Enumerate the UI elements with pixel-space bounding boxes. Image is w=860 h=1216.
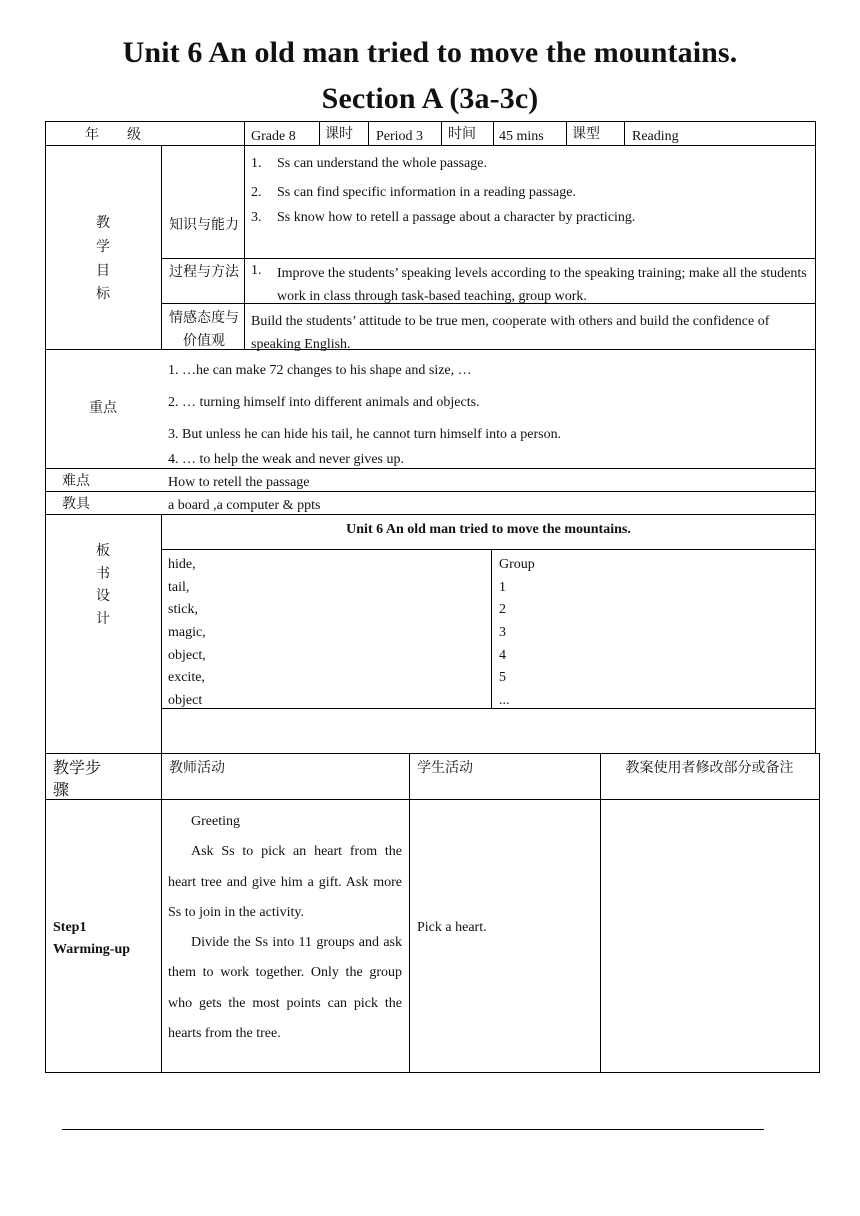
objectives-label-4: 标 [96, 286, 110, 302]
board-title: Unit 6 An old man tried to move the mountains. [346, 522, 631, 537]
page-title: Unit 6 An old man tried to move the mountains. [122, 36, 738, 69]
board-word: object [168, 693, 203, 708]
step1-teacher-activity [168, 807, 402, 1049]
page-subtitle: Section A (3a-3c) [321, 82, 539, 115]
teacher-paragraph: Greeting [191, 814, 240, 829]
board-group: 4 [499, 648, 506, 663]
process-text: Improve the students’ speaking levels according to the speaking training; make all the students work in class through task-based teaching, group work. [277, 266, 807, 304]
board-word: magic, [168, 625, 206, 640]
board-word: object, [168, 648, 206, 663]
knowledge-label: 知识与能力 [169, 217, 239, 233]
teacher-paragraph: Divide the Ss into 11 groups and ask them to work together. Only the group who gets the most points can pick the hearts from the tree. [168, 935, 402, 1042]
board-group: 5 [499, 670, 506, 685]
step1-subtitle: Warming-up [53, 942, 131, 957]
process-num: 1. [251, 263, 262, 278]
board-group: 2 [499, 602, 506, 617]
emotion-label: 情感态度与价值观 [169, 310, 239, 349]
teacher-activity-header: 教师活动 [169, 760, 225, 776]
aids-value: a board ,a computer & ppts [168, 498, 321, 513]
objectives-label-3: 目 [96, 263, 110, 279]
process-label: 过程与方法 [169, 264, 239, 280]
objectives-label-1: 教 [96, 215, 110, 231]
key-point-2: 2. … turning himself into different animals and objects. [168, 395, 480, 410]
time-value: 45 mins [499, 129, 544, 144]
board-group: 3 [499, 625, 506, 640]
step1-name: Step1 [53, 920, 87, 935]
board-word: tail, [168, 580, 190, 595]
knowledge-item-2: 2. Ss can find specific information in a reading passage. [251, 185, 576, 200]
board-label-3: 设 [96, 588, 110, 604]
key-point-1: 1. …he can make 72 changes to his shape and size, … [168, 363, 472, 378]
key-point-4: 4. … to help the weak and never gives up. [168, 452, 404, 467]
steps-label: 教学步骤 [53, 758, 102, 799]
time-label: 时间 [448, 126, 476, 142]
period-value: Period 3 [376, 129, 424, 144]
board-label-1: 板 [96, 543, 110, 559]
board-group: 1 [499, 580, 506, 595]
board-word: stick, [168, 602, 198, 617]
knowledge-item-1: 1. Ss can understand the whole passage. [251, 156, 487, 171]
board-group: Group [499, 557, 535, 572]
difficult-label: 难点 [62, 473, 90, 489]
board-group: ... [499, 693, 510, 708]
board-word: excite, [168, 670, 205, 685]
objectives-label-2: 学 [96, 239, 110, 255]
period-label: 课时 [325, 126, 353, 142]
grade-label: 年 级 [85, 127, 141, 143]
key-point-3: 3. But unless he can hide his tail, he cannot turn himself into a person. [168, 427, 562, 442]
board-label-4: 计 [96, 611, 110, 627]
emotion-text: Build the students’ attitude to be true men, cooperate with others and build the confidence of speaking English. [251, 314, 770, 352]
board-label-2: 书 [96, 566, 110, 582]
footer-divider [62, 1129, 764, 1130]
step1-student-activity: Pick a heart. [417, 920, 487, 935]
type-label: 课型 [572, 126, 600, 142]
teacher-paragraph: Ask Ss to pick an heart from the heart tree and give him a gift. Ask more Ss to join in the activity. [168, 844, 402, 920]
key-points-label: 重点 [89, 400, 117, 416]
grade-value: Grade 8 [251, 129, 296, 144]
student-activity-header: 学生活动 [417, 760, 473, 776]
board-word: hide, [168, 557, 196, 572]
difficult-value: How to retell the passage [168, 475, 310, 490]
knowledge-item-3: 3. Ss know how to retell a passage about a character by practicing. [251, 210, 636, 225]
notes-header: 教案使用者修改部分或备注 [625, 760, 794, 776]
type-value: Reading [632, 129, 679, 144]
aids-label: 教具 [62, 496, 90, 512]
